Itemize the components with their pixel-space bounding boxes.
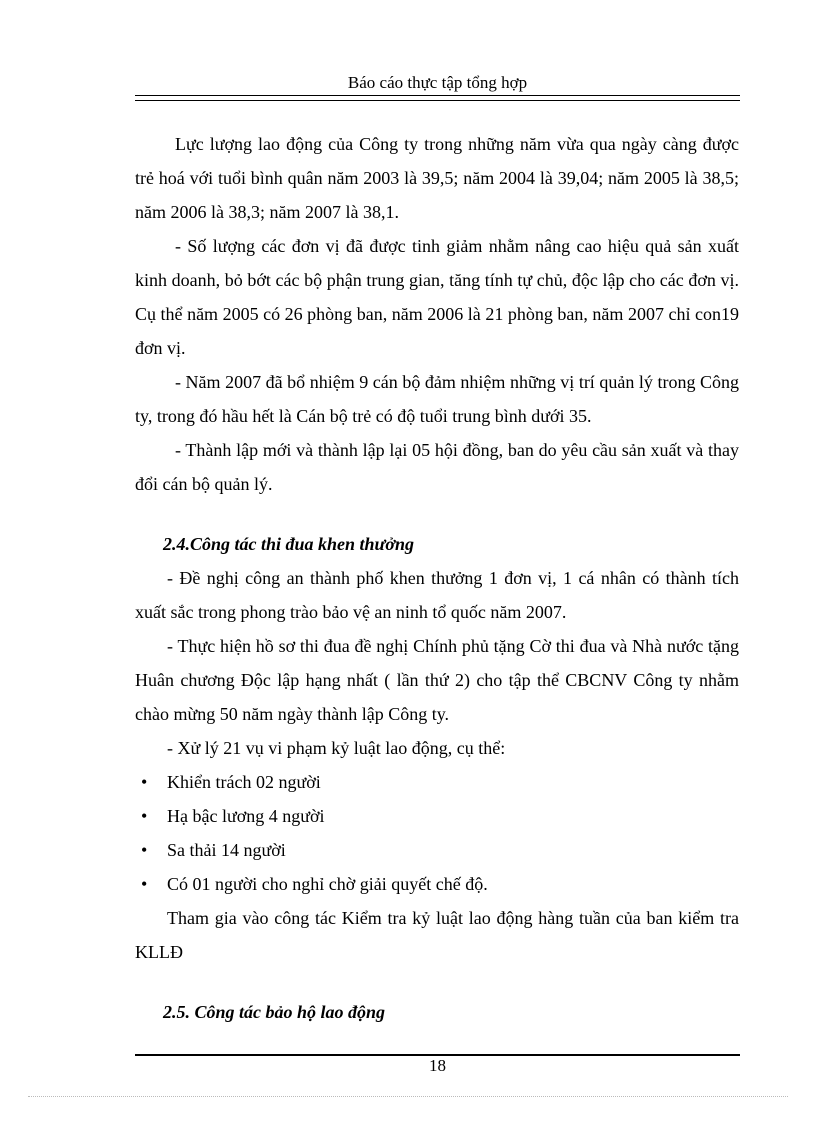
bullet-icon: • (141, 806, 148, 826)
header-double-rule (135, 95, 740, 101)
spacer (135, 969, 739, 995)
bullet-icon: • (141, 874, 148, 894)
paragraph-unit-reduction: - Số lượng các đơn vị đã được tinh giảm nhằm nâng cao hiệu quả sản xuất kinh doanh, bỏ bớt các bộ phận trung gian, tăng tính tự chủ, độc lập cho các đơn vị. Cụ thể năm 2005 có 26 phòng ban, năm 2006 là 21 phòng ban, năm 2007 chỉ con19 đơn vị. (135, 236, 739, 358)
bullet-icon: • (141, 772, 148, 792)
list-item: • Khiển trách 02 người (135, 765, 739, 799)
paragraph-emulation-dossier: - Thực hiện hồ sơ thi đua đề nghị Chính phủ tặng Cờ thi đua và Nhà nước tặng Huân chương Độc lập hạng nhất ( lần thứ 2) cho tập thể CBCNV Công ty nhằm chào mừng 50 năm ngày thành lập Công ty. (135, 636, 739, 724)
list-item: • Hạ bậc lương 4 người (135, 799, 739, 833)
bullet-icon: • (141, 840, 148, 860)
spacer (135, 501, 739, 527)
paragraph-weekly-inspection: Tham gia vào công tác Kiểm tra kỷ luật lao động hàng tuần của ban kiểm tra KLLĐ (135, 908, 739, 962)
section-heading-2-4: 2.4.Công tác thi đua khen thưởng (163, 534, 415, 554)
paragraph-police-commendation: - Đề nghị công an thành phố khen thưởng 1 đơn vị, 1 cá nhân có thành tích xuất sắc trong phong trào bảo vệ an ninh tổ quốc năm 2007. (135, 568, 739, 622)
paragraph-workforce-age: Lực lượng lao động của Công ty trong những năm vừa qua ngày càng được trẻ hoá với tuổi bình quân năm 2003 là 39,5; năm 2004 là 39,04; năm 2005 là 38,5; năm 2006 là 38,3; năm 2007 là 38,1. (135, 134, 739, 222)
paragraph-councils: - Thành lập mới và thành lập lại 05 hội đồng, ban do yêu cầu sản xuất và thay đổi cán bộ quản lý. (135, 440, 739, 494)
page-header-title: Báo cáo thực tập tổng hợp (347, 73, 528, 92)
paragraph-appointments: - Năm 2007 đã bổ nhiệm 9 cán bộ đảm nhiệm những vị trí quản lý trong Công ty, trong đó hầu hết là Cán bộ trẻ có độ tuổi trung bình dưới 35. (135, 372, 739, 426)
list-item: • Có 01 người cho nghỉ chờ giải quyết chế độ. (135, 867, 739, 901)
page-number: 18 (429, 1056, 446, 1075)
paragraph-discipline-cases: - Xử lý 21 vụ vi phạm kỷ luật lao động, cụ thể: (167, 738, 506, 758)
page-bottom-dotted-border (28, 1096, 788, 1097)
list-item: • Sa thải 14 người (135, 833, 739, 867)
page-body (135, 127, 739, 1029)
section-heading-2-5: 2.5. Công tác bảo hộ lao động (163, 1002, 386, 1022)
